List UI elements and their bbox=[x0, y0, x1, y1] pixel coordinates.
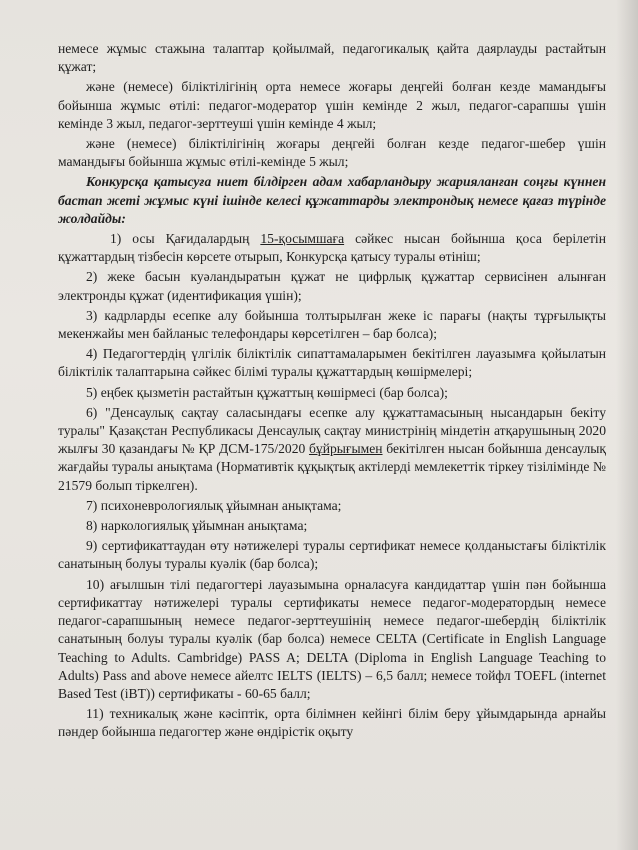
list-item-11-technical-education: 11) техникалық және кәсіптік, орта білімнен кейінгі білім беру ұйымдарында арнайы пәндер бойынша педагогтер және өндірістік оқыту bbox=[58, 706, 606, 740]
paragraph-master-experience: және (немесе) біліктілігінің жоғары деңгейі болған кезде педагог-шебер үшін мамандығы бойынша жұмыс өтілі-кемінде 5 жыл; bbox=[58, 136, 606, 170]
list-item-2-id-document: 2) жеке басын куәландыратын құжат не цифрлық құжаттар сервисінен алынған электронды құжат (идентификация үшін); bbox=[58, 269, 606, 303]
list-item-3-personnel-sheet: 3) кадрларды есепке алу бойынша толтырылған жеке іс парағы (нақты тұрғылықты мекенжайы мен байланыс телефондары көрсетілген – бар болса); bbox=[58, 307, 606, 342]
paragraph-staj-requirement: немесе жұмыс стажына талаптар қойылмай, педагогикалық қайта даярлауды растайтын құжат; bbox=[58, 41, 606, 75]
list-item-8-narcology: 8) наркологиялық ұйымнан анықтама; bbox=[86, 518, 308, 534]
list-item-6-health-certificate: 6) "Денсаулық сақтау саласындағы есепке алу құжаттамасының нысандарын бекіту туралы" Қазақстан Республикасы Денсаулық сақтау министрінің міндетін атқарушының 2020 жылғы 30 қазандағы № ҚР ДСМ-175/2020 бұйрығымен бекітілген нысан бойынша денсаулық жағдайы туралы анықтама (Нормативтік құқықтық актілерді мемлекеттік тіркеу тізілімінде № 21579 болып тіркелген). bbox=[58, 404, 606, 493]
order-link[interactable]: бұйрығымен bbox=[308, 441, 383, 457]
page-edge-shadow bbox=[616, 0, 638, 850]
appendix-15-link[interactable]: 15-қосымшаға bbox=[260, 231, 345, 247]
list-item-7-psychoneuro: 7) психоневрологиялық ұйымнан анықтама; bbox=[86, 497, 342, 513]
list-item-1-application: 1) осы Қағидалардың 15-қосымшаға сәйкес нысан бойынша қоса берілетін құжаттардың тізбесін көрсете отырып, Конкурсқа қатысу туралы өтініш; bbox=[58, 231, 606, 265]
list-item-10-english-teachers: 10) ағылшын тілі педагогтері лауазымына орналасуға кандидаттар үшін пән бойынша сертификаттау нәтижелері туралы сертификаты немесе педагог-модератордың немесе педагог-сарапшының немесе педагог-зерттеушінің немесе педагог-шебердің біліктілік санатының болуы туралы куәлік (бар болса) немесе CELTA (Certificate in English Language Teaching to Adults. Cambridge) PASS A; DELTA (Diploma in English Language Teaching to Adults) Pass and above немесе айелтс IELTS (IELTS) – 6,5 балл; немесе тойфл TOEFL (internet Based Test (iBT)) сертификаты - 60-65 балл; bbox=[58, 576, 606, 701]
paragraph-work-experience: және (немесе) біліктілігінің орта немесе жоғары деңгейі болған кезде мамандығы бойынша жұмыс өтілі: педагог-модератор үшін кемінде 2 жыл, педагог-сарапшы үшін кемінде 3 жыл, педагог-зерттеуші үшін кемінде 4 жыл; bbox=[58, 79, 606, 131]
paragraph-submission-intro: Конкурсқа қатысуға ниет білдірген адам хабарландыру жарияланған соңғы күннен бастап жеті жұмыс күні ішінде келесі құжаттарды электрондық немесе қағаз түрінде жолдайды: bbox=[58, 174, 606, 226]
list-item-9-certificate: 9) сертификаттаудан өту нәтижелері туралы сертификат немесе қолданыстағы біліктілік санатының болуы туралы куәлік (бар болса); bbox=[58, 538, 606, 572]
document-body bbox=[58, 40, 606, 744]
list-item-4-education-copies: 4) Педагогтердің үлгілік біліктілік сипаттамаларымен бекітілген лауазымға қойылатын біліктілік талаптарына сәйкес білімі туралы құжаттардың көшірмелері; bbox=[58, 346, 606, 380]
list-item-5-labor-copy: 5) еңбек қызметін растайтын құжаттың көшірмесі (бар болса); bbox=[86, 384, 448, 400]
